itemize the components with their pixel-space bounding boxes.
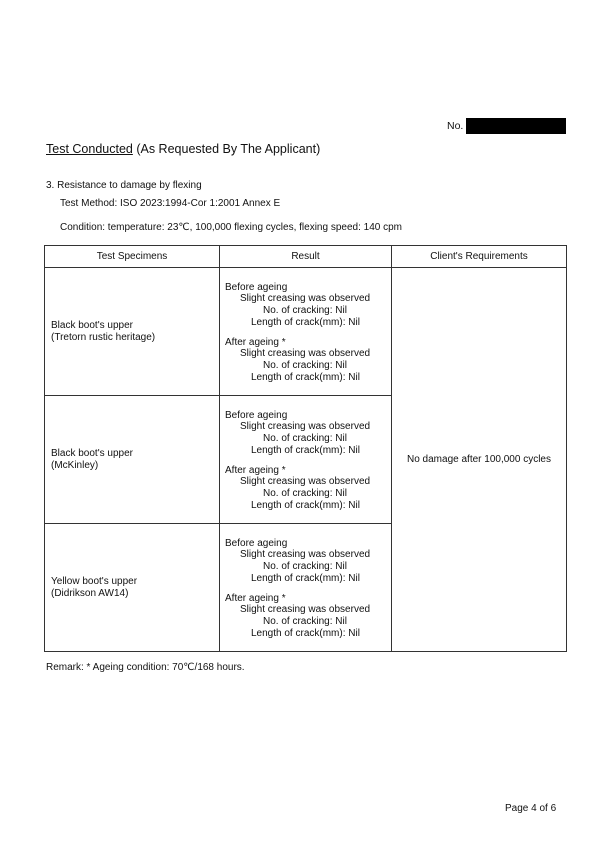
column-header-result: Result — [220, 246, 392, 268]
after-ageing-label: After ageing * — [225, 336, 286, 348]
specimen-cell — [45, 268, 220, 396]
table-row — [45, 268, 567, 396]
before-cracking: No. of cracking: Nil — [263, 433, 347, 445]
table-header-row — [45, 246, 567, 268]
before-cracking: No. of cracking: Nil — [263, 561, 347, 573]
remark-note: Remark: * Ageing condition: 70℃/168 hours. — [46, 662, 245, 673]
after-ageing-label: After ageing * — [225, 464, 286, 476]
page-number: Page 4 of 6 — [505, 803, 557, 814]
after-ageing-label: After ageing * — [225, 592, 286, 604]
before-cracking: No. of cracking: Nil — [263, 305, 347, 317]
heading-rest: (As Requested By The Applicant) — [132, 142, 321, 156]
specimen-model: (Didrikson AW14) — [51, 587, 129, 599]
after-crack-length: Length of crack(mm): Nil — [251, 499, 360, 511]
after-crack-length: Length of crack(mm): Nil — [251, 627, 360, 639]
results-table — [44, 245, 567, 652]
result-cell — [220, 396, 392, 524]
requirement-cell: No damage after 100,000 cycles — [392, 268, 567, 652]
result-cell — [220, 268, 392, 396]
specimen-name: Yellow boot's upper — [51, 575, 138, 587]
before-observation: Slight creasing was observed — [240, 549, 371, 561]
report-number-label: No. — [447, 120, 464, 132]
before-ageing-label: Before ageing — [225, 409, 288, 421]
specimen-model: (Tretorn rustic heritage) — [51, 331, 156, 343]
after-observation: Slight creasing was observed — [240, 348, 371, 360]
specimen-name: Black boot's upper — [51, 447, 133, 459]
before-crack-length: Length of crack(mm): Nil — [251, 316, 360, 328]
before-crack-length: Length of crack(mm): Nil — [251, 572, 360, 584]
section-title: 3. Resistance to damage by flexing — [46, 180, 202, 191]
result-cell — [220, 524, 392, 652]
after-cracking: No. of cracking: Nil — [263, 487, 347, 499]
specimen-cell — [45, 396, 220, 524]
test-method: Test Method: ISO 2023:1994-Cor 1:2001 Annex E — [60, 198, 281, 209]
after-observation: Slight creasing was observed — [240, 476, 371, 488]
after-crack-length: Length of crack(mm): Nil — [251, 371, 360, 383]
after-cracking: No. of cracking: Nil — [263, 359, 347, 371]
page-heading — [46, 142, 320, 156]
specimen-model: (McKinley) — [51, 459, 99, 471]
before-ageing-label: Before ageing — [225, 281, 288, 293]
before-observation: Slight creasing was observed — [240, 421, 371, 433]
after-observation: Slight creasing was observed — [240, 604, 371, 616]
before-crack-length: Length of crack(mm): Nil — [251, 444, 360, 456]
heading-underlined: Test Conducted — [46, 142, 133, 156]
column-header-requirements: Client's Requirements — [392, 246, 567, 268]
before-ageing-label: Before ageing — [225, 537, 288, 549]
column-header-specimens: Test Specimens — [45, 246, 220, 268]
specimen-name: Black boot's upper — [51, 319, 133, 331]
before-observation: Slight creasing was observed — [240, 293, 371, 305]
after-cracking: No. of cracking: Nil — [263, 615, 347, 627]
specimen-cell — [45, 524, 220, 652]
report-number-redaction — [466, 118, 566, 134]
test-condition: Condition: temperature: 23℃, 100,000 flexing cycles, flexing speed: 140 cpm — [60, 222, 402, 233]
